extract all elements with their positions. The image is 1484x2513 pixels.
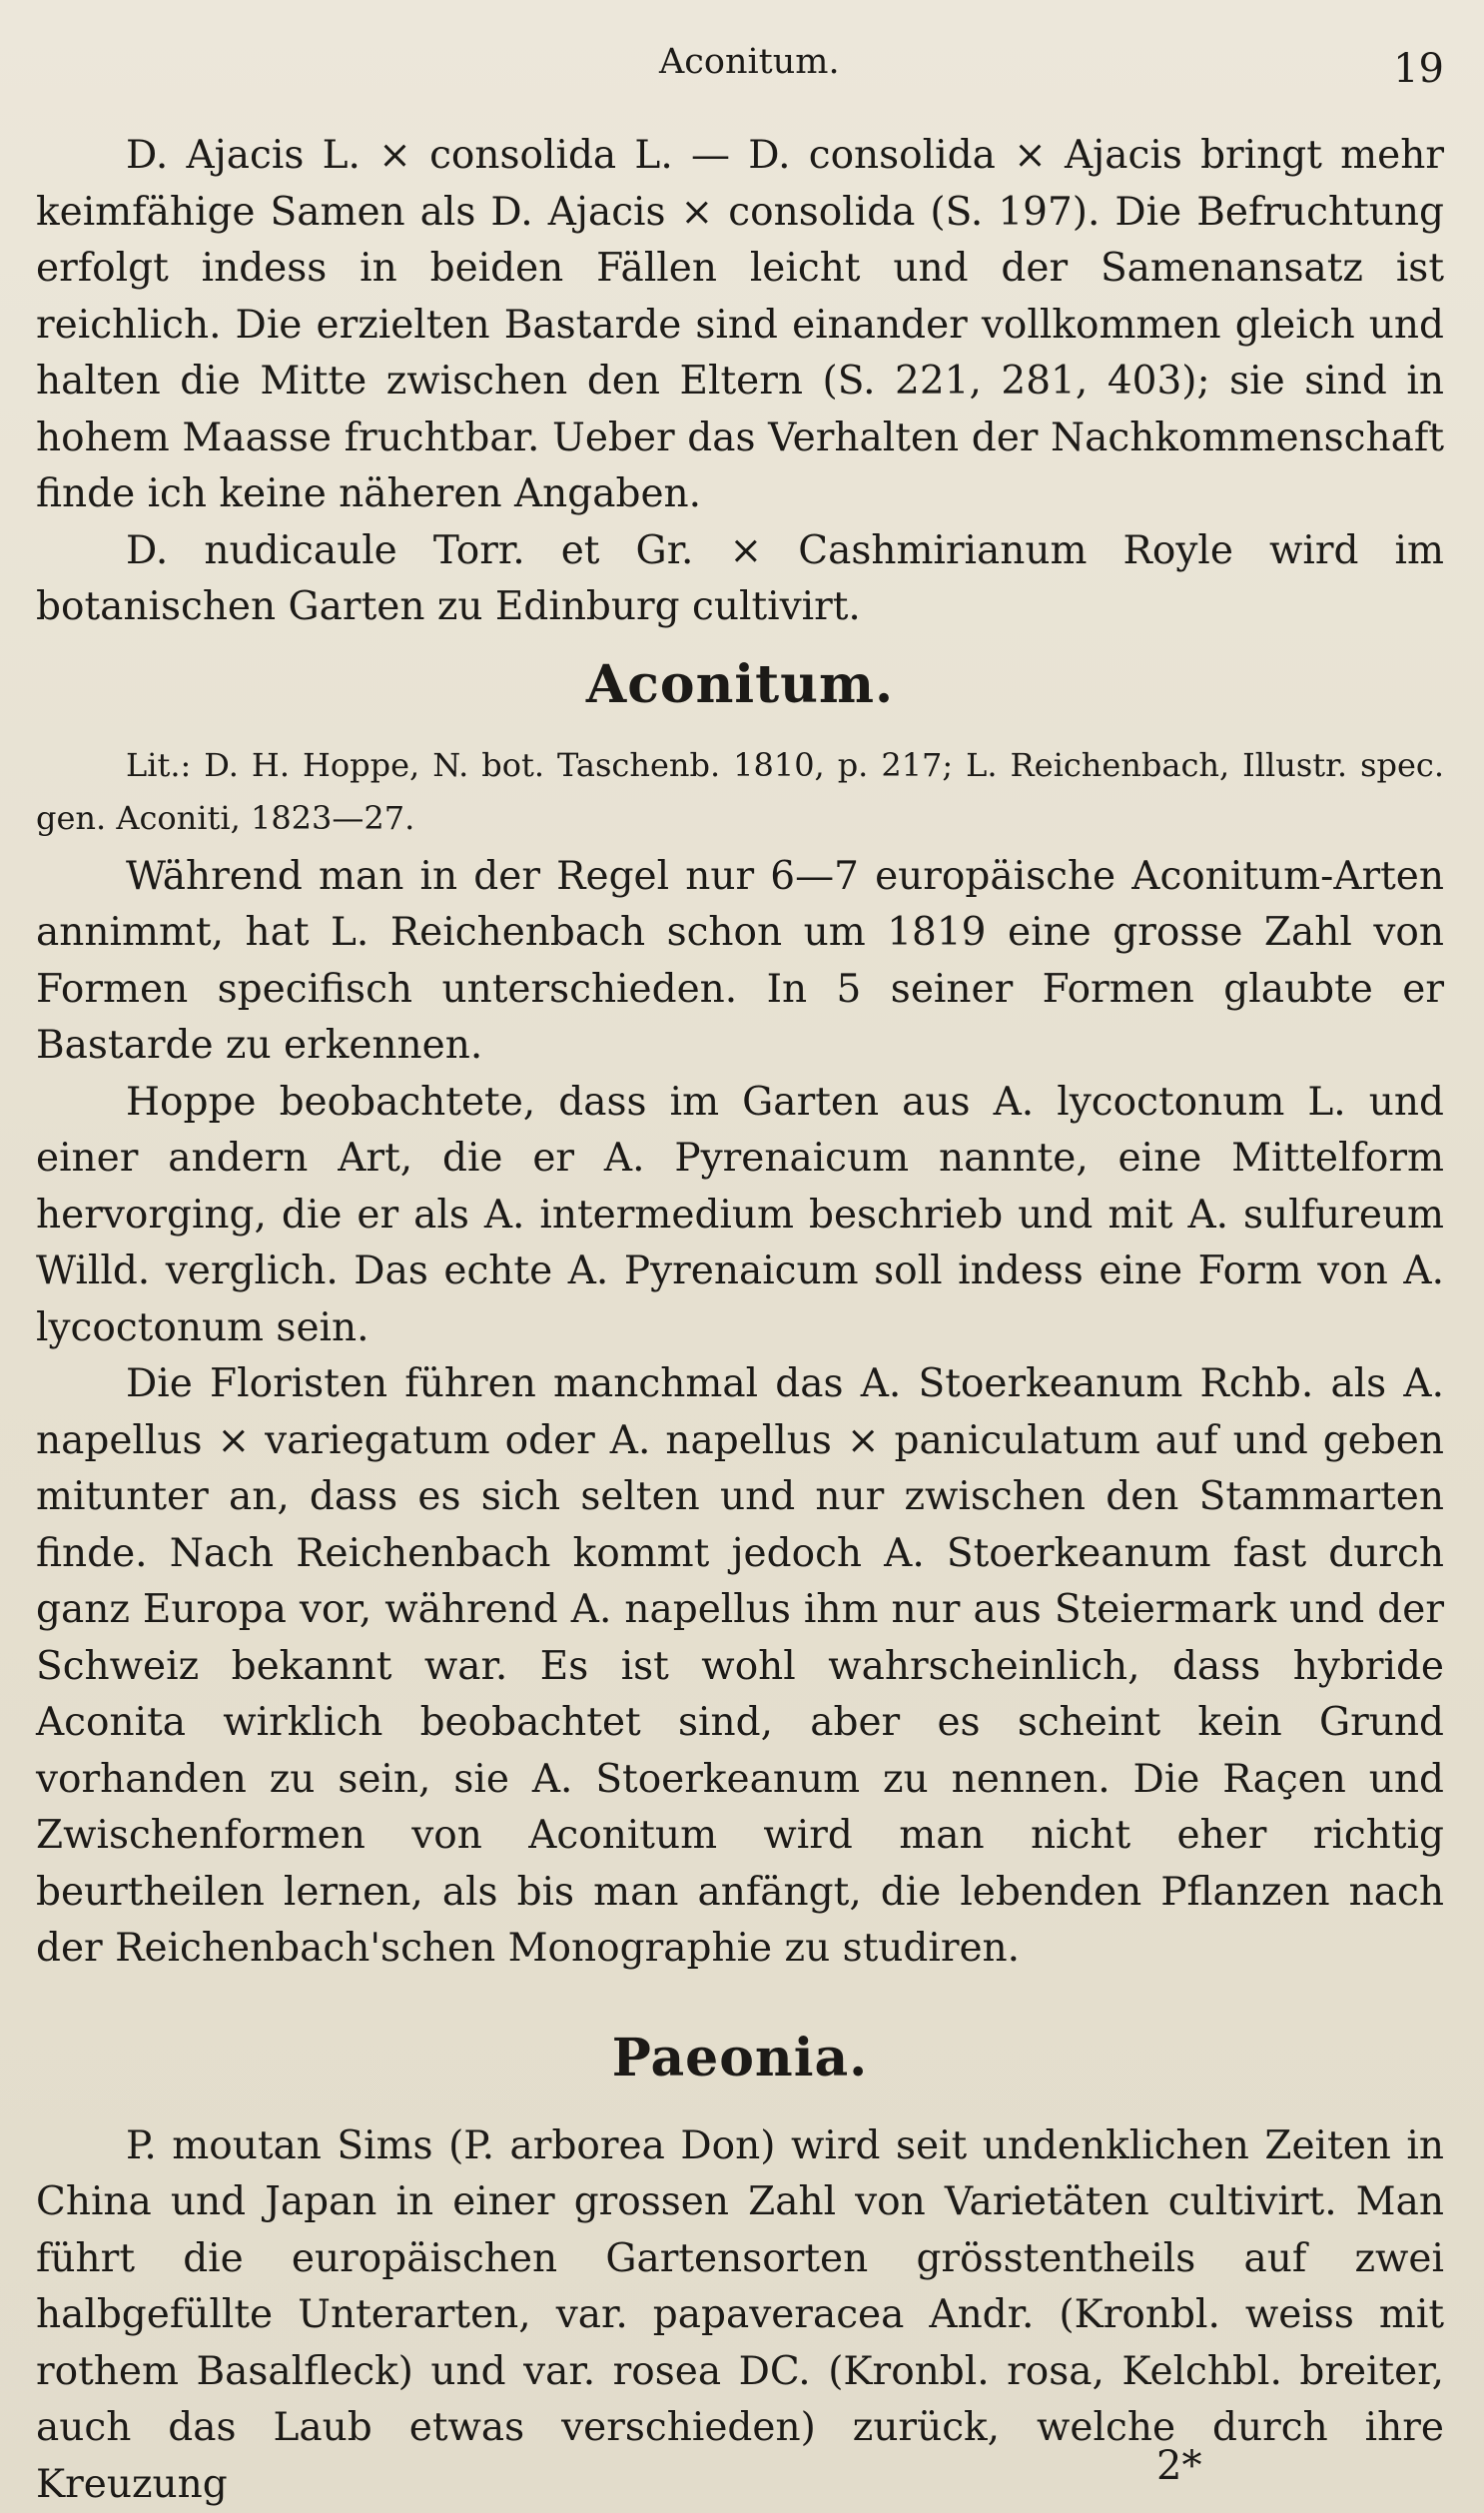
paragraph-hoppe: Hoppe beobachtete, dass im Garten aus A. lycoctonum L. und einer andern Art, die er A. Pyrenaicum nannte, eine Mittelform hervorging, die er als A. intermedium beschrieb und mit A. sulfureum Willd. verglich. Das echte A. Pyrenaicum soll indess eine Form von A. lycoctonum sein. — [36, 1079, 1444, 1350]
running-head-title: Aconitum. — [659, 42, 840, 82]
paragraph-floristen: Die Floristen führen manchmal das A. Stoerkeanum Rchb. als A. napellus × variegatum oder A. napellus × paniculatum auf und geben mitunter an, dass es sich selten und nur zwischen den Stammarten finde. Nach Reichenbach kommt jedoch A. Stoerkeanum fast durch ganz Europa vor, während A. napellus ihm nur aus Steiermark und der Schweiz bekannt war. Es ist wohl wahrscheinlich, dass hybride Aconita wirklich beobachtet sind, aber es scheint kein Grund vorhanden zu sein, sie A. Stoerkeanum zu nennen. Die Raçen und Zwischenformen von Aconitum wird man nicht eher richtig beurtheilen lernen, als bis man anfängt, die lebenden Pflanzen nach der Reichenbach'schen Monographie zu studiren. — [36, 1361, 1444, 1971]
paragraph-paeonia-moutan: P. moutan Sims (P. arborea Don) wird seit undenklichen Zeiten in China und Japan in einer grossen Zahl von Varietäten cultivirt. Man führt die europäischen Gartensorten grösstentheils auf zwei halbgefüllte Unterarten, var. papaveracea Andr. (Kronbl. weiss mit rothem Basalfleck) und var. rosea DC. (Kronbl. rosa, Kelchbl. breiter, auch das Laub etwas verschieden) zurück, welche durch ihre Kreuzung — [36, 2122, 1444, 2507]
signature-mark: 2* — [1156, 2443, 1202, 2489]
running-head — [0, 34, 1484, 94]
literature-reference: Lit.: D. H. Hoppe, N. bot. Taschenb. 1810, p. 217; L. Reichenbach, Illustr. spec. gen. Aconiti, 1823—27. — [36, 745, 1444, 837]
page-number: 19 — [1393, 46, 1444, 92]
section-heading-paeonia: Paeonia. — [611, 2027, 869, 2089]
paragraph-delphinium-ajacis: D. Ajacis L. × consolida L. — D. consolida × Ajacis bringt mehr keimfähige Samen als D. Ajacis × consolida (S. 197). Die Befruchtung erfolgt indess in beiden Fällen leicht und der Samenansatz ist reichlich. Die erzielten Bastarde sind einander vollkommen gleich und halten die Mitte zwischen den Eltern (S. 221, 281, 403); sie sind in hohem Maasse fruchtbar. Ueber das Verhalten der Nachkommenschaft finde ich keine näheren Angaben. — [36, 133, 1444, 516]
body-text — [36, 128, 1444, 2513]
paragraph-delphinium-nudicaule: D. nudicaule Torr. et Gr. × Cashmirianum Royle wird im botanischen Garten zu Edinburg cultivirt. — [36, 527, 1444, 629]
paragraph-aconitum-arten: Während man in der Regel nur 6—7 europäische Aconitum-Arten annimmt, hat L. Reichenbach schon um 1819 eine grosse Zahl von Formen specifisch unterschieden. In 5 seiner Formen glaubte er Bastarde zu erkennen. — [36, 853, 1444, 1068]
section-heading-aconitum: Aconitum. — [585, 653, 895, 715]
